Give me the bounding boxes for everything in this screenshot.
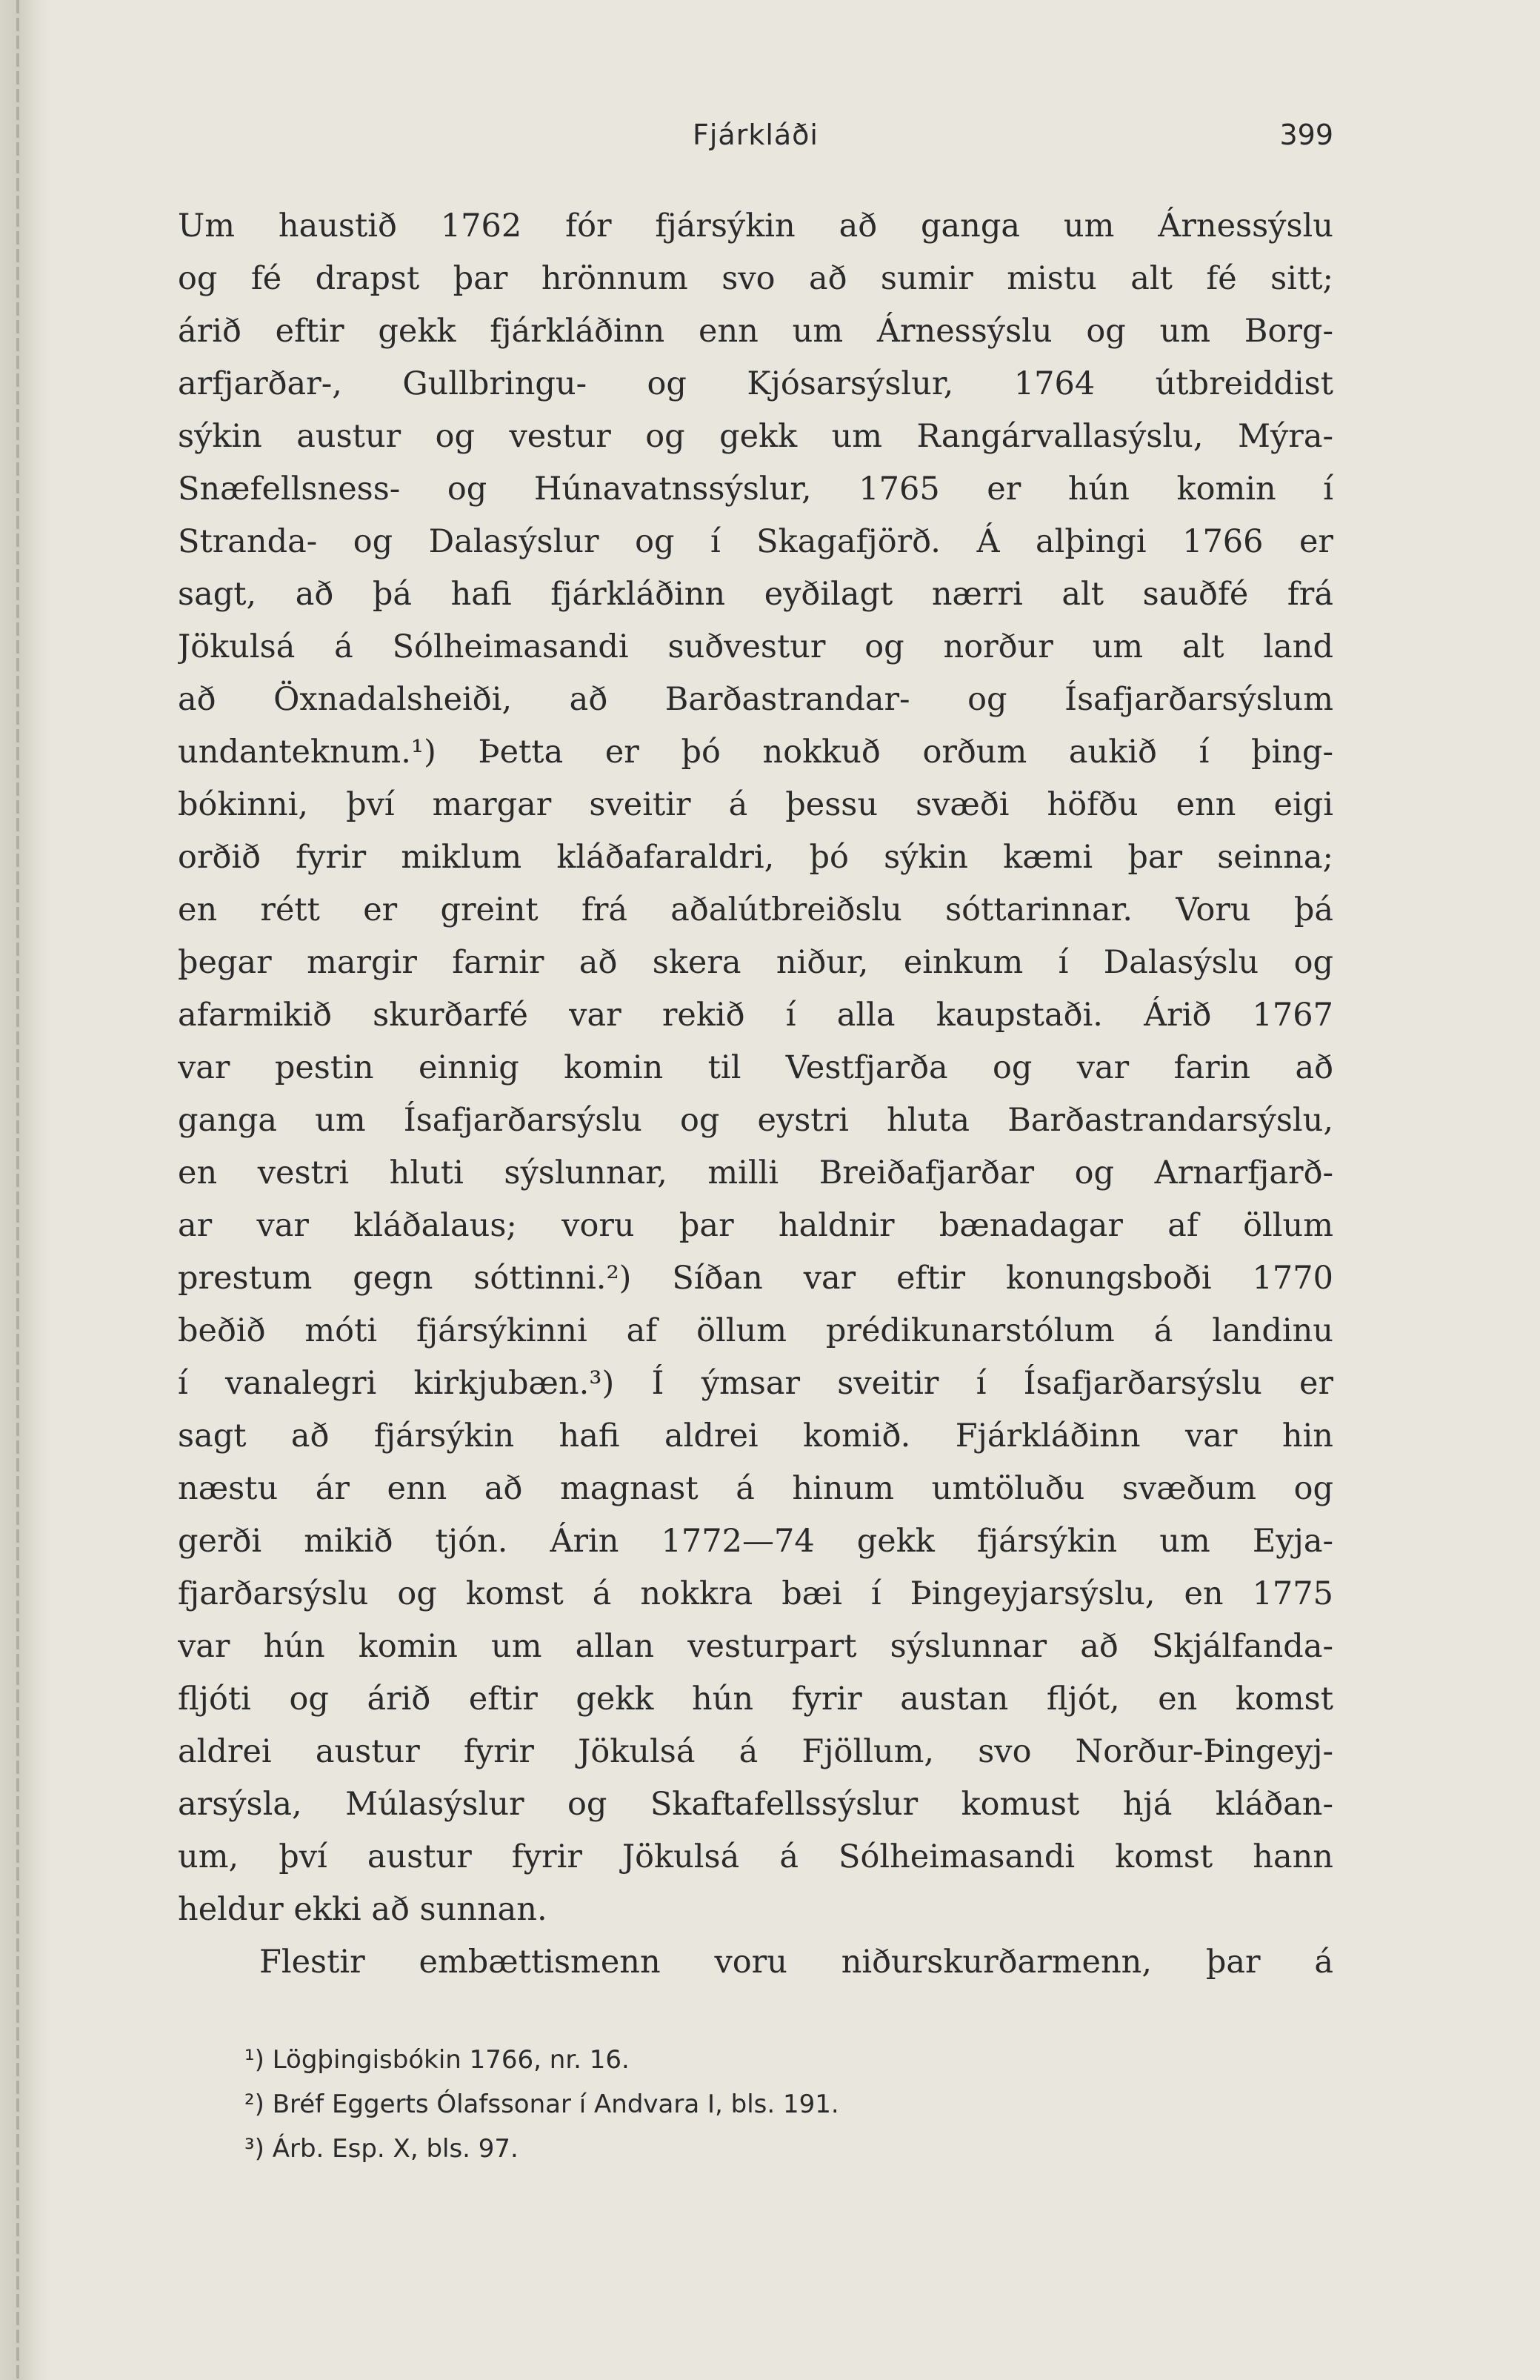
footnote-2: ²) Bréf Eggerts Ólafssonar í Andvara I, bls. 191. [244, 2090, 839, 2119]
text-line: fljóti og árið eftir gekk hún fyrir austan fljót, en komst [178, 1681, 1333, 1718]
text-line: var pestin einnig komin til Vestfjarða og var farin að [178, 1049, 1333, 1086]
text-line: Snæfellsness- og Húnavatnssýslur, 1765 er hún komin í [178, 471, 1333, 508]
text-line: árið eftir gekk fjárkláðinn enn um Árnessýslu og um Borg- [178, 313, 1333, 350]
text-line: og fé drapst þar hrönnum svo að sumir mistu alt fé sitt; [178, 260, 1333, 297]
page-header [178, 119, 1333, 170]
text-line: sagt, að þá hafi fjárkláðinn eyðilagt nærri alt sauðfé frá [178, 576, 1333, 613]
text-line: orðið fyrir miklum kláðafaraldri, þó sýkin kæmi þar seinna; [178, 839, 1333, 876]
text-line: prestum gegn sóttinni.²) Síðan var eftir konungsboði 1770 [178, 1260, 1333, 1297]
text-line: gerði mikið tjón. Árin 1772—74 gekk fjársýkin um Eyja- [178, 1523, 1333, 1560]
text-line: undanteknum.¹) Þetta er þó nokkuð orðum aukið í þing- [178, 734, 1333, 771]
footnote-1: ¹) Lögþingisbókin 1766, nr. 16. [244, 2045, 630, 2075]
footnote-3: ³) Árb. Esp. X, bls. 97. [244, 2134, 519, 2164]
book-binding-edge [0, 0, 52, 2380]
paragraph-end-line: heldur ekki að sunnan. [178, 1891, 547, 1928]
text-line: bókinni, því margar sveitir á þessu svæði höfðu enn eigi [178, 786, 1333, 823]
body-text [178, 200, 1333, 1989]
text-line: Jökulsá á Sólheimasandi suðvestur og norður um alt land [178, 628, 1333, 665]
text-line: en vestri hluti sýslunnar, milli Breiðafjarðar og Arnarfjarð- [178, 1154, 1333, 1191]
text-line: Stranda- og Dalasýslur og í Skagafjörð. Á alþingi 1766 er [178, 523, 1333, 560]
text-line: var hún komin um allan vesturpart sýslunnar að Skjálfanda- [178, 1628, 1333, 1665]
text-line: að Öxnadalsheiði, að Barðastrandar- og Ísafjarðarsýslum [178, 681, 1333, 718]
text-line: aldrei austur fyrir Jökulsá á Fjöllum, svo Norður-Þingeyj- [178, 1733, 1333, 1770]
text-line: arsýsla, Múlasýslur og Skaftafellssýslur komust hjá kláðan- [178, 1786, 1333, 1823]
paragraph-start-line: Flestir embættismenn voru niðurskurðarmenn, þar á [259, 1944, 1333, 1981]
text-line: ganga um Ísafjarðarsýslu og eystri hluta Barðastrandarsýslu, [178, 1102, 1333, 1139]
binding-stitching [16, 0, 19, 2380]
text-line: en rétt er greint frá aðalútbreiðslu sóttarinnar. Voru þá [178, 891, 1333, 928]
footnotes [244, 2038, 1207, 2171]
text-line: afarmikið skurðarfé var rekið í alla kaupstaði. Árið 1767 [178, 997, 1333, 1034]
text-line: um, því austur fyrir Jökulsá á Sólheimasandi komst hann [178, 1838, 1333, 1875]
text-line: beðið móti fjársýkinni af öllum prédikunarstólum á landinu [178, 1312, 1333, 1349]
page-number: 399 [1279, 119, 1333, 151]
text-line: þegar margir farnir að skera niður, einkum í Dalasýslu og [178, 944, 1333, 981]
text-line: sýkin austur og vestur og gekk um Rangárvallasýslu, Mýra- [178, 418, 1333, 455]
text-line: næstu ár enn að magnast á hinum umtöluðu svæðum og [178, 1470, 1333, 1507]
text-line: fjarðarsýslu og komst á nokkra bæi í Þingeyjarsýslu, en 1775 [178, 1575, 1333, 1612]
text-line: arfjarðar-, Gullbringu- og Kjósarsýslur, 1764 útbreiddist [178, 365, 1333, 402]
text-line: í vanalegri kirkjubæn.³) Í ýmsar sveitir í Ísafjarðarsýslu er [178, 1365, 1333, 1402]
running-title: Fjárkláði [693, 119, 819, 151]
text-line: sagt að fjársýkin hafi aldrei komið. Fjárkláðinn var hin [178, 1417, 1333, 1455]
text-line: Um haustið 1762 fór fjársýkin að ganga um Árnessýslu [178, 207, 1333, 245]
text-line: ar var kláðalaus; voru þar haldnir bænadagar af öllum [178, 1207, 1333, 1244]
